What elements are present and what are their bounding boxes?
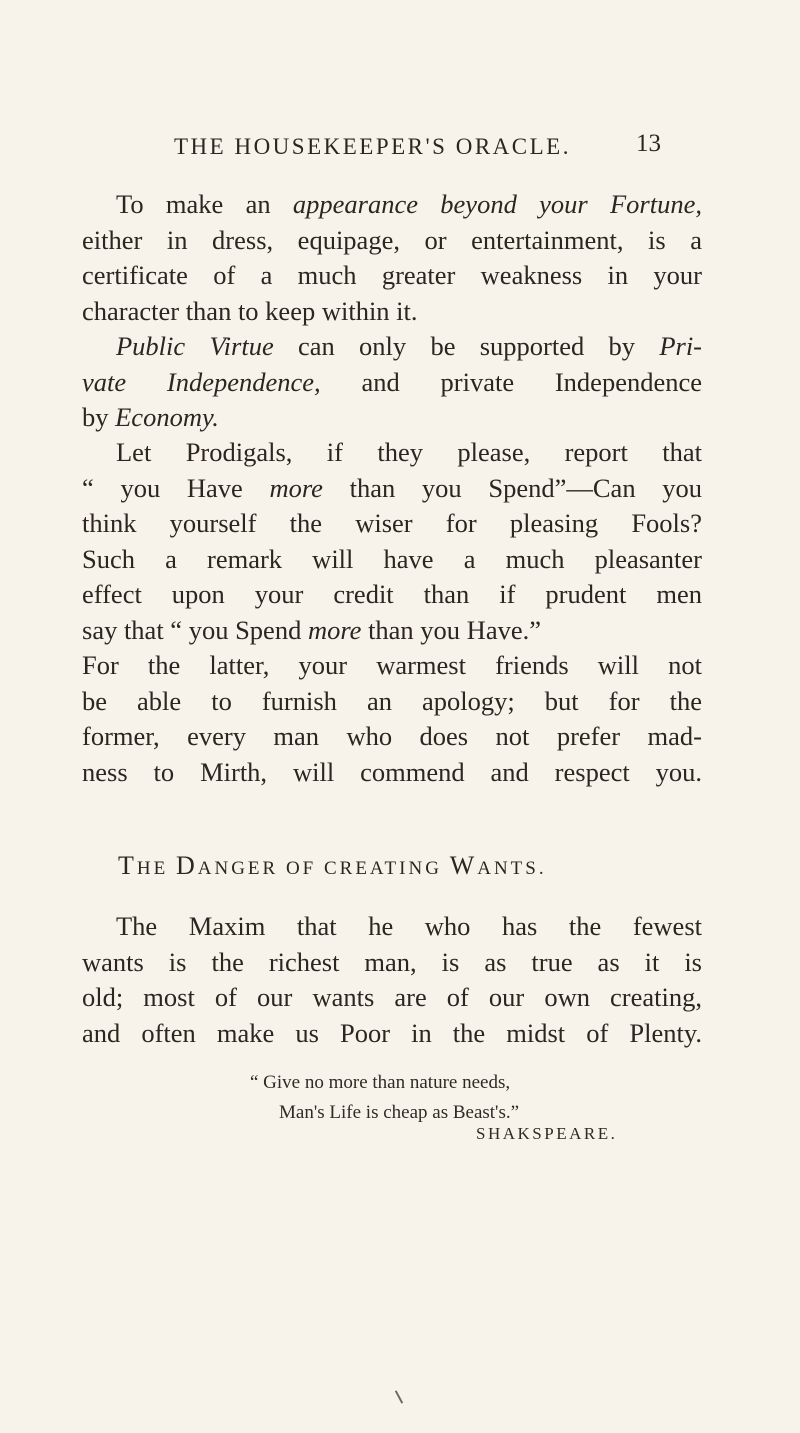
text-line: think yourself the wiser for pleasing Fools?: [82, 508, 702, 538]
text-line: by Economy.: [82, 402, 219, 432]
text-line: certificate of a much greater weakness in your: [82, 260, 702, 290]
text-line: The Maxim that he who has the fewest: [116, 911, 702, 941]
quote-line: “ Give no more than nature needs,: [250, 1072, 511, 1093]
text-line: character than to keep within it.: [82, 295, 418, 326]
text-line: Public Virtue can only be supported by Pri-: [116, 331, 702, 361]
text-line: say that “ you Spend more than you Have.”: [82, 614, 541, 645]
running-head: THE HOUSEKEEPER'S ORACLE.: [174, 134, 571, 159]
text-line: be able to furnish an apology; but for the: [82, 685, 702, 716]
stray-ink-mark: [395, 1390, 403, 1403]
paragraph-public-virtue: [82, 329, 702, 436]
text-line: effect upon your credit than if prudent men: [82, 579, 702, 609]
paragraph-maxim: [82, 909, 702, 1051]
text-line: “ you Have more than you Spend”—Can you: [82, 472, 702, 503]
paragraph-appearance: [82, 187, 702, 329]
page-number: 13: [636, 130, 661, 157]
section-heading: THE DANGER OF CREATING WANTS.: [118, 851, 547, 880]
paragraph-prodigals: [82, 435, 702, 790]
text-line: either in dress, equipage, or entertainment, is a: [82, 224, 702, 255]
text-line: To make an appearance beyond your Fortune,: [116, 189, 702, 219]
verse-quotation: [250, 1068, 519, 1128]
text-line: For the latter, your warmest friends will not: [82, 650, 702, 680]
text-line: vate Independence, and private Independence: [82, 366, 702, 397]
text-line: Let Prodigals, if they please, report that: [116, 437, 702, 467]
text-line: former, every man who does not prefer mad-: [82, 721, 702, 751]
quote-line: Man's Life is cheap as Beast's.”: [279, 1102, 520, 1123]
text-line: ness to Mirth, will commend and respect you.: [82, 756, 702, 787]
text-line: old; most of our wants are of our own creating,: [82, 982, 702, 1012]
text-line: Such a remark will have a much pleasanter: [82, 543, 702, 574]
text-line: and often make us Poor in the midst of Plenty.: [82, 1017, 702, 1048]
text-line: wants is the richest man, is as true as it is: [82, 946, 702, 977]
quote-attribution: SHAKSPEARE.: [476, 1124, 618, 1143]
